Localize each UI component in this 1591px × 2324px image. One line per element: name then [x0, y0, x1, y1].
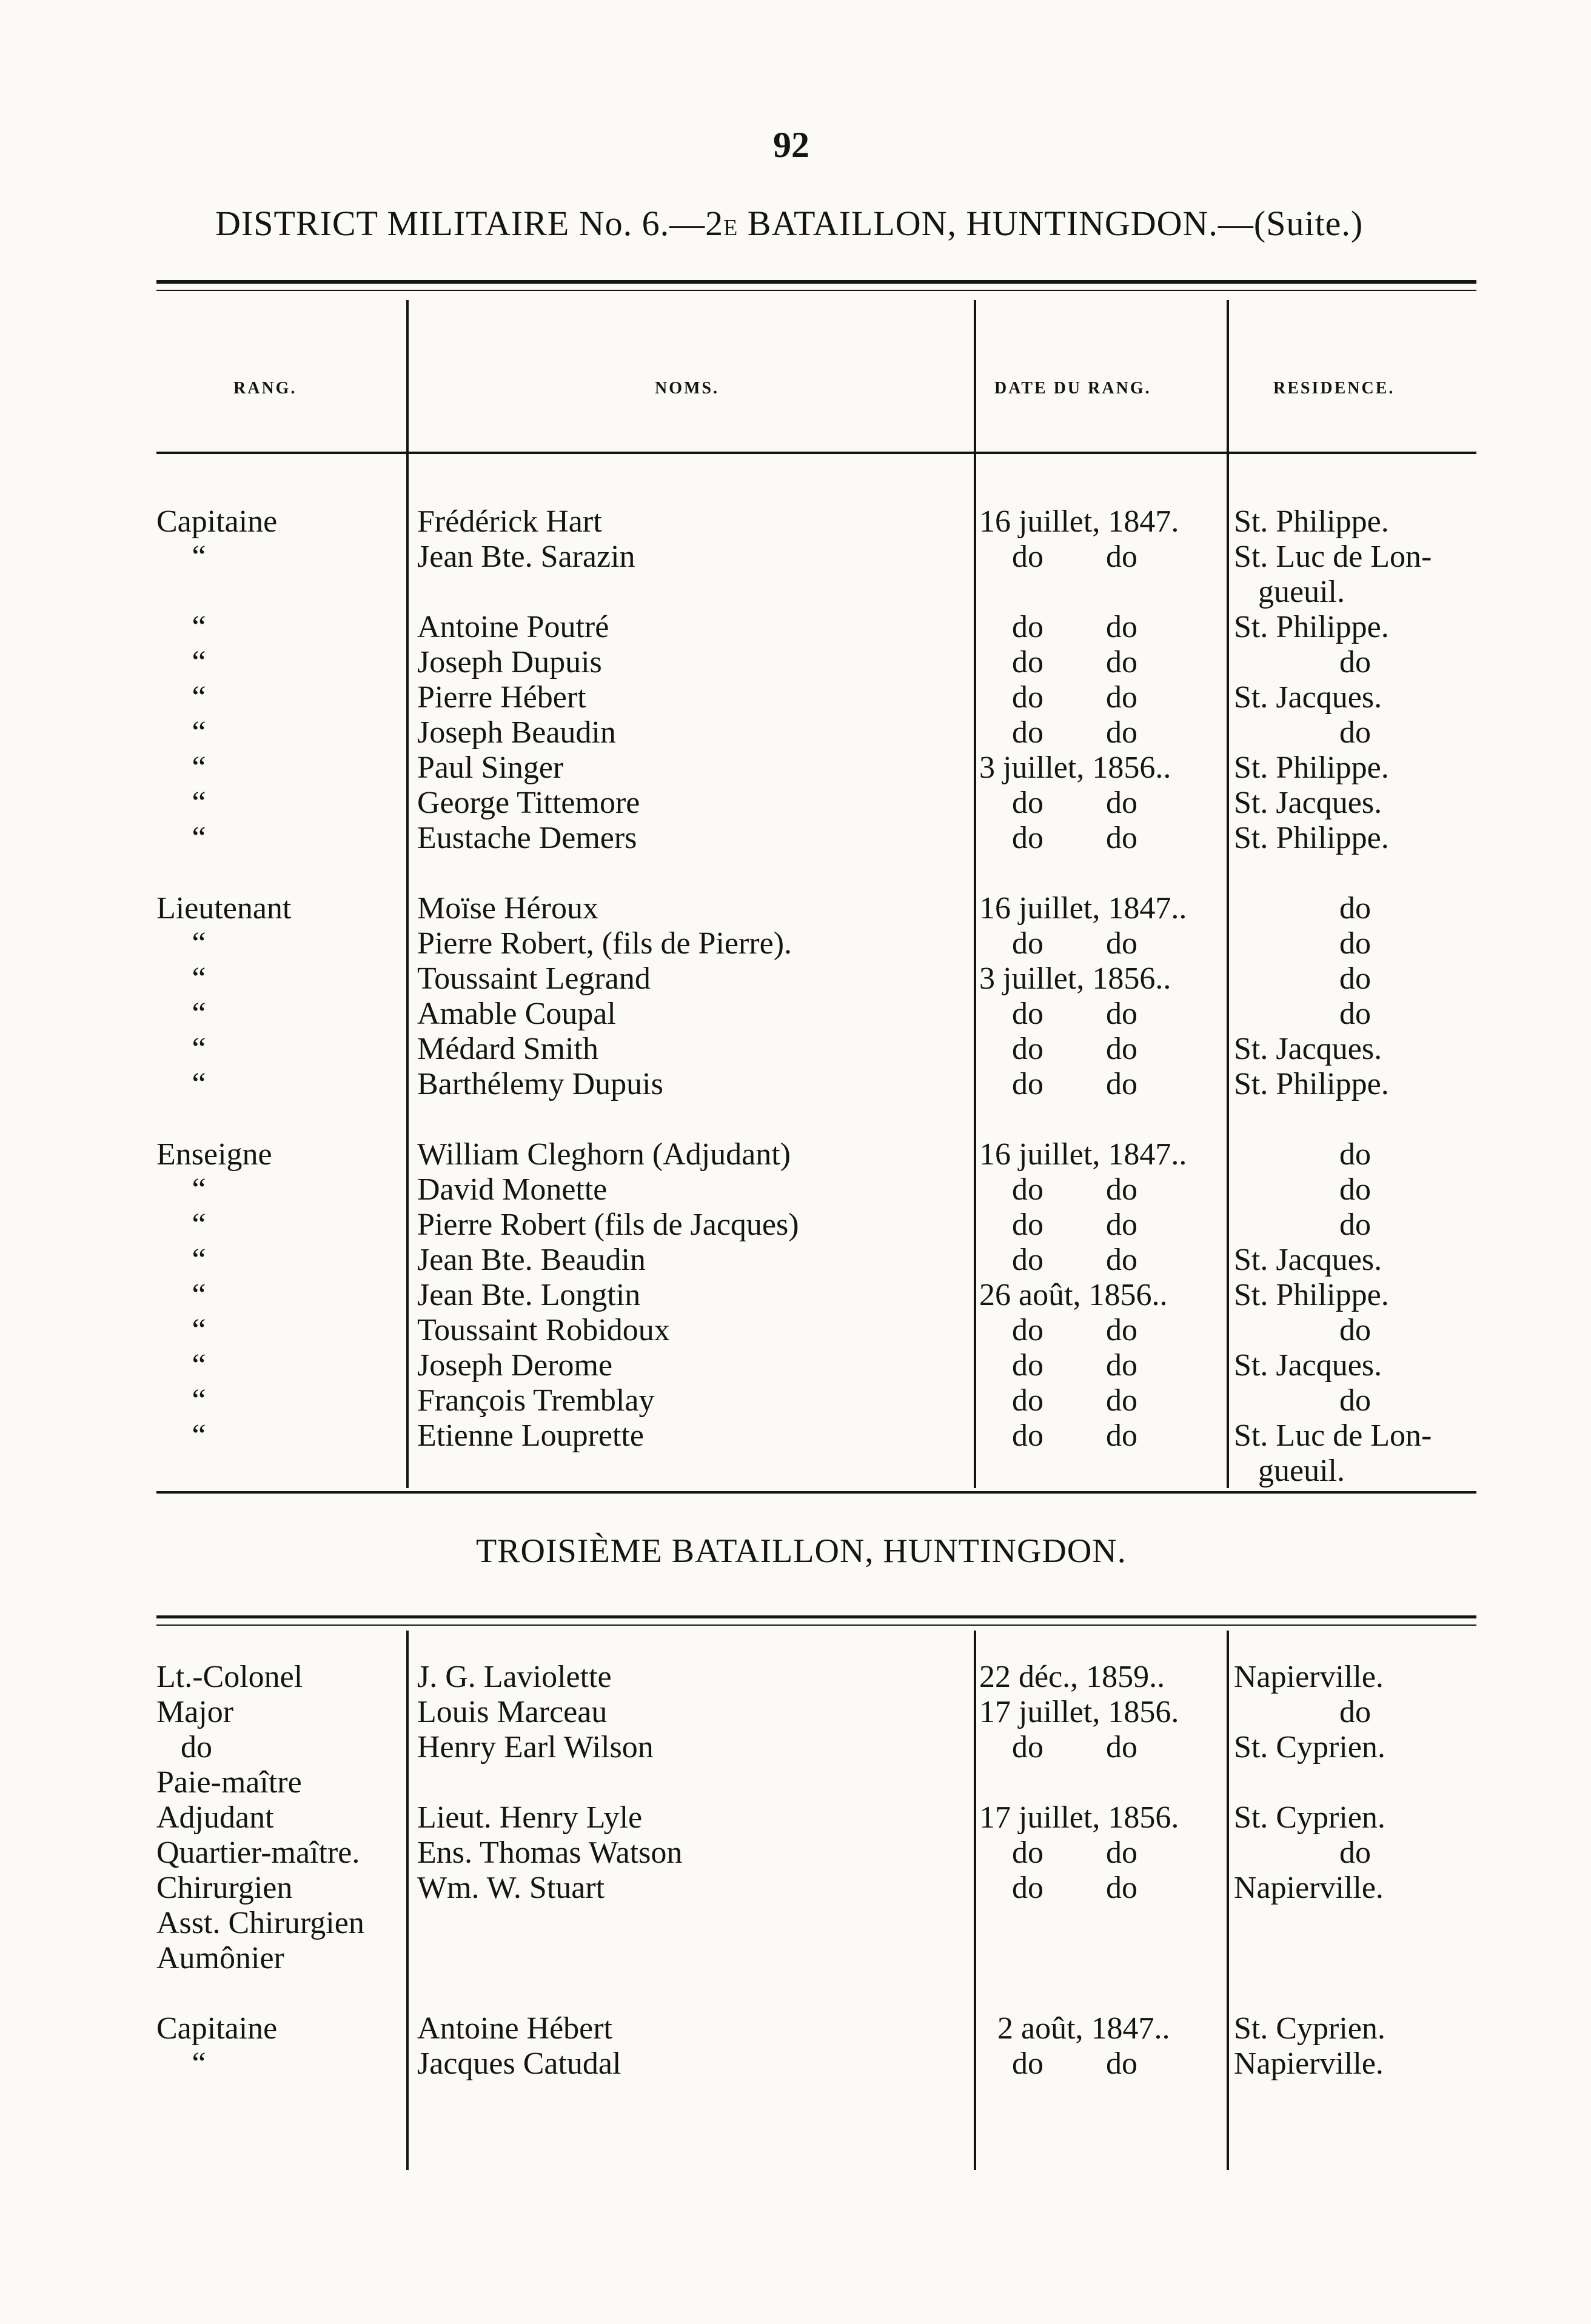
table-row: gueuil.	[1258, 1454, 1345, 1488]
table-row: “ Toussaint Legrand 3 juillet, 1856.. do	[192, 961, 1371, 996]
table-top-rule	[156, 280, 1476, 284]
table-top-rule	[156, 1615, 1476, 1618]
table-row: “ David Monette do do do	[192, 1172, 1371, 1207]
table-row: Paie-maître	[156, 1765, 302, 1800]
table-top-rule-thin	[156, 290, 1476, 291]
section-title: TROISIÈME BATAILLON, HUNTINGDON.	[476, 1532, 1127, 1570]
table-row: “ Jean Bte. Longtin 26 août, 1856.. St. Philippe.	[192, 1278, 1389, 1312]
table-row: “ Etienne Louprette do do St. Luc de Lon-	[192, 1418, 1432, 1453]
table-row: Chirurgien Wm. W. Stuart do do Napierville.	[156, 1871, 1384, 1905]
table-row: “ Toussaint Robidoux do do do	[192, 1313, 1371, 1347]
table-row: Capitaine Antoine Hébert 2 août, 1847.. St. Cyprien.	[156, 2011, 1385, 2046]
header-date: DATE DU RANG.	[994, 379, 1151, 398]
table-row: do Henry Earl Wilson do do St. Cyprien.	[181, 1730, 1385, 1765]
table-row: Aumônier	[156, 1941, 284, 1975]
table-row: Major Louis Marceau 17 juillet, 1856. do	[156, 1695, 1371, 1729]
page-title: DISTRICT MILITAIRE No. 6.—2E BATAILLON, HUNTINGDON.—(Suite.)	[215, 204, 1364, 243]
table-row: “ Pierre Robert, (fils de Pierre). do do do	[192, 926, 1371, 961]
table-row: “ Pierre Robert (fils de Jacques) do do do	[192, 1207, 1371, 1242]
table-row: gueuil.	[1258, 575, 1345, 609]
table-row: “ Médard Smith do do St. Jacques.	[192, 1032, 1382, 1066]
table-row: “ Eustache Demers do do St. Philippe.	[192, 821, 1389, 855]
table-row: “ Amable Coupal do do do	[192, 997, 1371, 1031]
table-top-rule-thin	[156, 1624, 1476, 1626]
table-row: “ Paul Singer 3 juillet, 1856.. St. Philippe.	[192, 750, 1389, 785]
table-row: “ Joseph Dupuis do do do	[192, 645, 1371, 680]
header-rang: RANG.	[233, 379, 297, 398]
table-row: Asst. Chirurgien	[156, 1906, 364, 1940]
table-row: “ Barthélemy Dupuis do do St. Philippe.	[192, 1067, 1389, 1101]
table-row: “ Jean Bte. Beaudin do do St. Jacques.	[192, 1243, 1382, 1277]
table-row: “ Joseph Beaudin do do do	[192, 715, 1371, 750]
table-row: Lieutenant Moïse Héroux 16 juillet, 1847.. do	[156, 891, 1371, 926]
table-row: Capitaine Frédérick Hart 16 juillet, 1847. St. Philippe.	[156, 504, 1389, 539]
header-residence: RESIDENCE.	[1273, 379, 1395, 398]
page-number: 92	[773, 125, 809, 165]
table-bottom-rule	[156, 1491, 1476, 1494]
table-row: “ Jacques Catudal do do Napierville.	[192, 2046, 1384, 2081]
table-row: Quartier-maître. Ens. Thomas Watson do do do	[156, 1835, 1371, 1870]
table-row: Lt.-Colonel J. G. Laviolette 22 déc., 1859.. Napierville.	[156, 1660, 1384, 1694]
table-row: “ Antoine Poutré do do St. Philippe.	[192, 610, 1389, 644]
table-row: Enseigne William Cleghorn (Adjudant) 16 juillet, 1847.. do	[156, 1137, 1371, 1172]
header-noms: NOMS.	[655, 379, 719, 398]
table-row: “ Jean Bte. Sarazin do do St. Luc de Lon-	[192, 539, 1432, 574]
header-rule	[156, 452, 1476, 454]
table-row: “ François Tremblay do do do	[192, 1383, 1371, 1418]
table-row: “ Joseph Derome do do St. Jacques.	[192, 1348, 1382, 1383]
table-row: “ George Tittemore do do St. Jacques.	[192, 786, 1382, 820]
table-row: Adjudant Lieut. Henry Lyle 17 juillet, 1856. St. Cyprien.	[156, 1800, 1385, 1835]
table-row: “ Pierre Hébert do do St. Jacques.	[192, 680, 1382, 715]
